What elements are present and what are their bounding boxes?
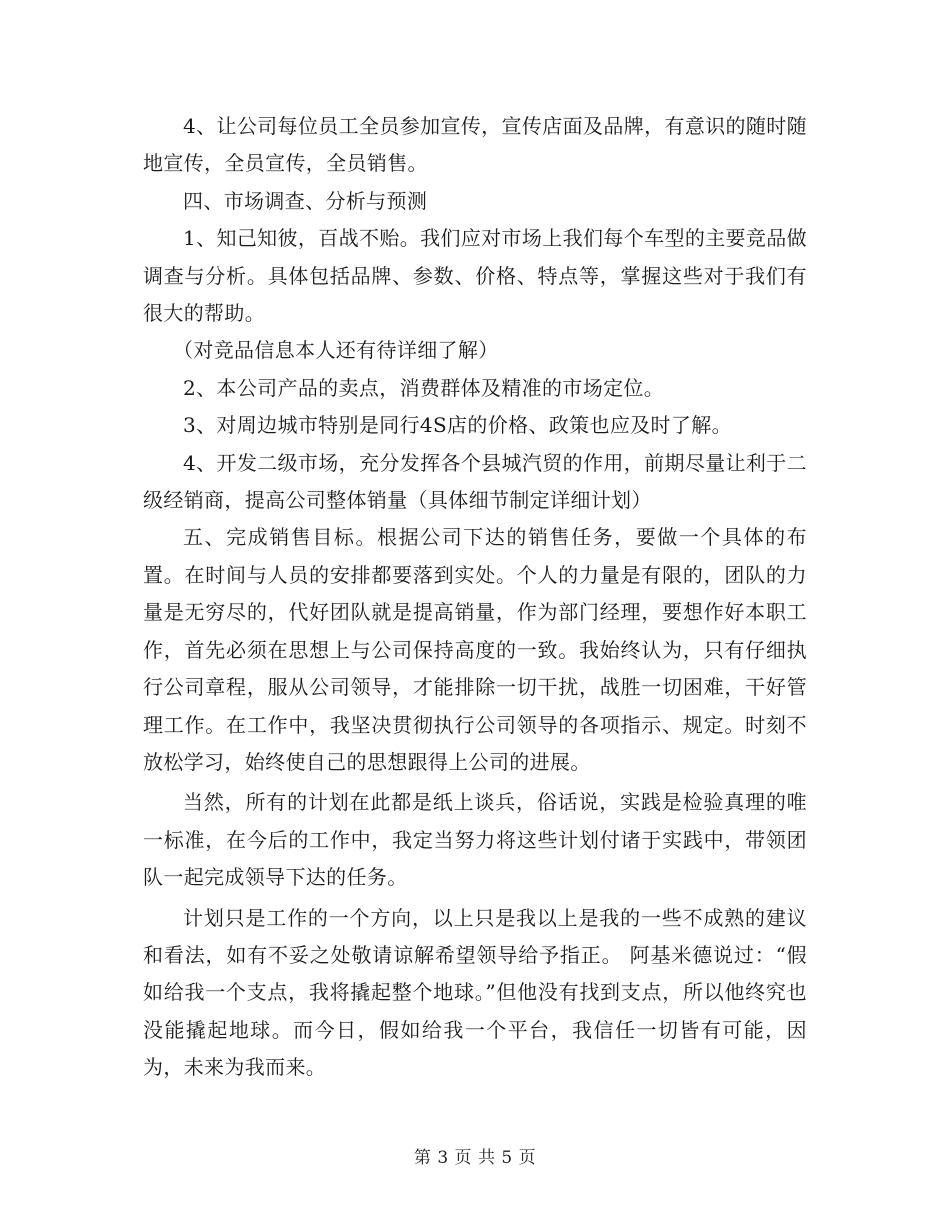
page-footer [0, 1143, 950, 1168]
paragraph-publicity: 4、让公司每位员工全员参加宣传，宣传店面及品牌，有意识的随时随地宣传，全员宣传，全员销售。 [143, 114, 807, 176]
paragraph-conclusion: 计划只是工作的一个方向，以上只是我以上是我的一些不成熟的建议和看法，如有不妥之处敬请谅解希望领导给予指正。 阿基米德说过：“假如给我一个支点，我将撬起整个地球。”但他没有找到支点，所以他终究也没能撬起地球。而今日，假如给我一个平台，我信任一切皆有可能，因为，未来为我而来。 [143, 905, 807, 1080]
document-body [143, 108, 807, 1087]
section-heading-market-research: 四、市场调查、分析与预测 [183, 188, 428, 213]
paragraph-practice: 当然，所有的计划在此都是纸上谈兵，俗话说，实践是检验真理的唯一标准，在今后的工作中，我定当努力将这些计划付诸于实践中，带领团队一起完成领导下达的任务。 [143, 790, 807, 890]
paragraph-nearby-cities: 3、对周边城市特别是同行4S店的价格、政策也应及时了解。 [183, 413, 732, 438]
paragraph-know-competitors: 1、知己知彼，百战不贻。我们应对市场上我们每个车型的主要竞品做调查与分析。具体包括品牌、参数、价格、特点等，掌握这些对于我们有很大的帮助。 [143, 226, 807, 326]
paragraph-secondary-market: 4、开发二级市场，充分发挥各个县城汽贸的作用，前期尽量让利于二级经销商，提高公司整体销量（具体细节制定详细计划） [143, 450, 807, 513]
page-number-label: 第 3 页 共 5 页 [413, 1148, 537, 1168]
paragraph-selling-points: 2、本公司产品的卖点，消费群体及精准的市场定位。 [183, 375, 665, 400]
paragraph-sales-target: 五、完成销售目标。根据公司下达的销售任务，要做一个具体的布置。在时间与人员的安排都要落到实处。个人的力量是有限的，团队的力量是无穷尽的，代好团队就是提高销量，作为部门经理，要想作好本职工作，首先必须在思想上与公司保持高度的一致。我始终认为，只有仔细执行公司章程，服从公司领导，才能排除一切干扰，战胜一切困难，干好管理工作。在工作中，我坚决贯彻执行公司领导的各项指示、规定。时刻不放松学习，始终使自己的思想跟得上公司的进展。 [143, 525, 807, 774]
paragraph-competitor-note: （对竞品信息本人还有待详细了解） [173, 338, 499, 363]
